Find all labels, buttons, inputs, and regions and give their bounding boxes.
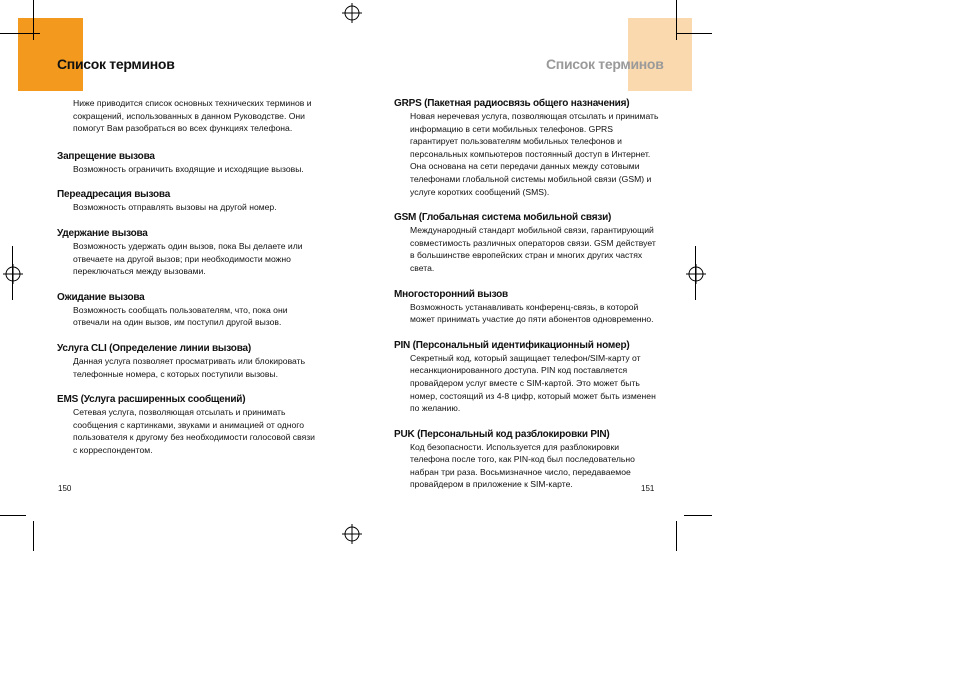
term-description: Новая неречевая услуга, позволяющая отсылать и принимать информацию в сети мобильных телефонов. GPRS гарантирует пользователям мобильных телефонов и персональных компьютеров постоянный доступ в Интернет. Она основана на сети передачи данных между сотовыми телефонами глобальной системы мобильной связи (GSM) и услуге коротких сообщений (SMS).	[410, 111, 659, 197]
term-description: Данная услуга позволяет просматривать или блокировать телефонные номера, с которых поступили вызовы.	[73, 355, 306, 379]
page-title-left: Список терминов	[57, 56, 175, 72]
page-number-left: 150	[58, 484, 72, 493]
registration-mark-icon	[686, 264, 706, 284]
header-tab-right	[628, 18, 692, 91]
crop-mark	[676, 33, 712, 34]
registration-mark-icon	[342, 524, 362, 544]
term-title: Услуга CLI (Определение линии вызова)	[57, 342, 252, 354]
term-title: PIN (Персональный идентификационный номер)	[394, 339, 630, 351]
term-title: EMS (Услуга расширенных сообщений)	[57, 394, 246, 406]
glossary-entry	[57, 393, 319, 456]
glossary-entry	[394, 211, 659, 274]
crop-mark	[0, 33, 40, 34]
crop-mark	[33, 0, 34, 40]
term-title: Ожидание вызова	[57, 291, 145, 303]
glossary-entry	[394, 288, 659, 326]
term-title: PUK (Персональный код разблокировки PIN)	[394, 428, 610, 440]
glossary-entry	[394, 339, 659, 415]
term-description: Сетевая услуга, позволяющая отсылать и принимать сообщения с картинками, звуками и анимацией от одного пользователя к другому без необходимости голосовой связи с корреспондентом.	[73, 407, 315, 455]
term-title: Многосторонний вызов	[394, 288, 508, 300]
term-title: GRPS (Пакетная радиосвязь общего назначения)	[394, 98, 630, 109]
crop-mark	[33, 521, 34, 551]
right-page-content	[394, 97, 659, 504]
glossary-entry	[394, 428, 659, 491]
crop-mark	[0, 515, 26, 516]
term-description: Международный стандарт мобильной связи, гарантирующий совместимость различных операторов связи. GSM действует в большинстве европейских стран и многих других частях света.	[410, 225, 656, 273]
term-title: Переадресация вызова	[57, 189, 171, 201]
crop-mark	[676, 521, 677, 551]
crop-mark	[684, 515, 712, 516]
term-description: Код безопасности. Используется для разблокировки телефона после того, как PIN-код был последовательно набран три раза. Восьмизначное число, передаваемое провайдером в приложение к SIM-карте.	[410, 441, 635, 490]
glossary-entry	[57, 342, 319, 380]
page-title-right: Список терминов	[546, 56, 664, 72]
term-description: Возможность устанавливать конференц-связь, в которой может принимать участие до пяти абонентов одновременно.	[410, 301, 654, 325]
header-tab-left	[18, 18, 83, 91]
term-description: Возможность сообщать пользователям, что, пока они отвечали на один вызов, им поступил другой вызов.	[73, 304, 288, 328]
intro-text: Ниже приводится список основных технических терминов и сокращений, использованных в данном Руководстве. Они помогут Вам разобраться во всех функциях телефона.	[73, 98, 312, 134]
left-page-content	[57, 97, 319, 470]
term-title: GSM (Глобальная система мобильной связи)	[394, 212, 612, 224]
term-description: Возможность удержать один вызов, пока Вы делаете или отвечаете на другой вызов; при необходимости можно переключаться между вызовами.	[73, 240, 303, 277]
page-number-right: 151	[641, 484, 655, 493]
term-title: Удержание вызова	[57, 227, 148, 239]
term-description: Секретный код, который защищает телефон/SIM-карту от несанкционированного доступа. PIN код поставляется провайдером услуг вместе с SIM-картой. Это может быть номер, состоящий из 4-8 цифр, который может быть изменен по желанию.	[410, 352, 656, 414]
registration-mark-icon	[342, 3, 362, 23]
crop-mark	[676, 0, 677, 40]
term-title: Запрещение вызова	[57, 150, 155, 162]
registration-mark-icon	[3, 264, 23, 284]
glossary-entry	[57, 227, 319, 278]
crop-mark	[12, 246, 13, 300]
term-description: Возможность отправлять вызовы на другой номер.	[73, 202, 277, 213]
glossary-entry	[57, 291, 319, 329]
glossary-entry	[57, 188, 319, 214]
glossary-entry	[394, 97, 659, 198]
crop-mark	[695, 246, 696, 300]
term-description: Возможность ограничить входящие и исходящие вызовы.	[73, 163, 304, 174]
glossary-entry	[57, 150, 319, 176]
